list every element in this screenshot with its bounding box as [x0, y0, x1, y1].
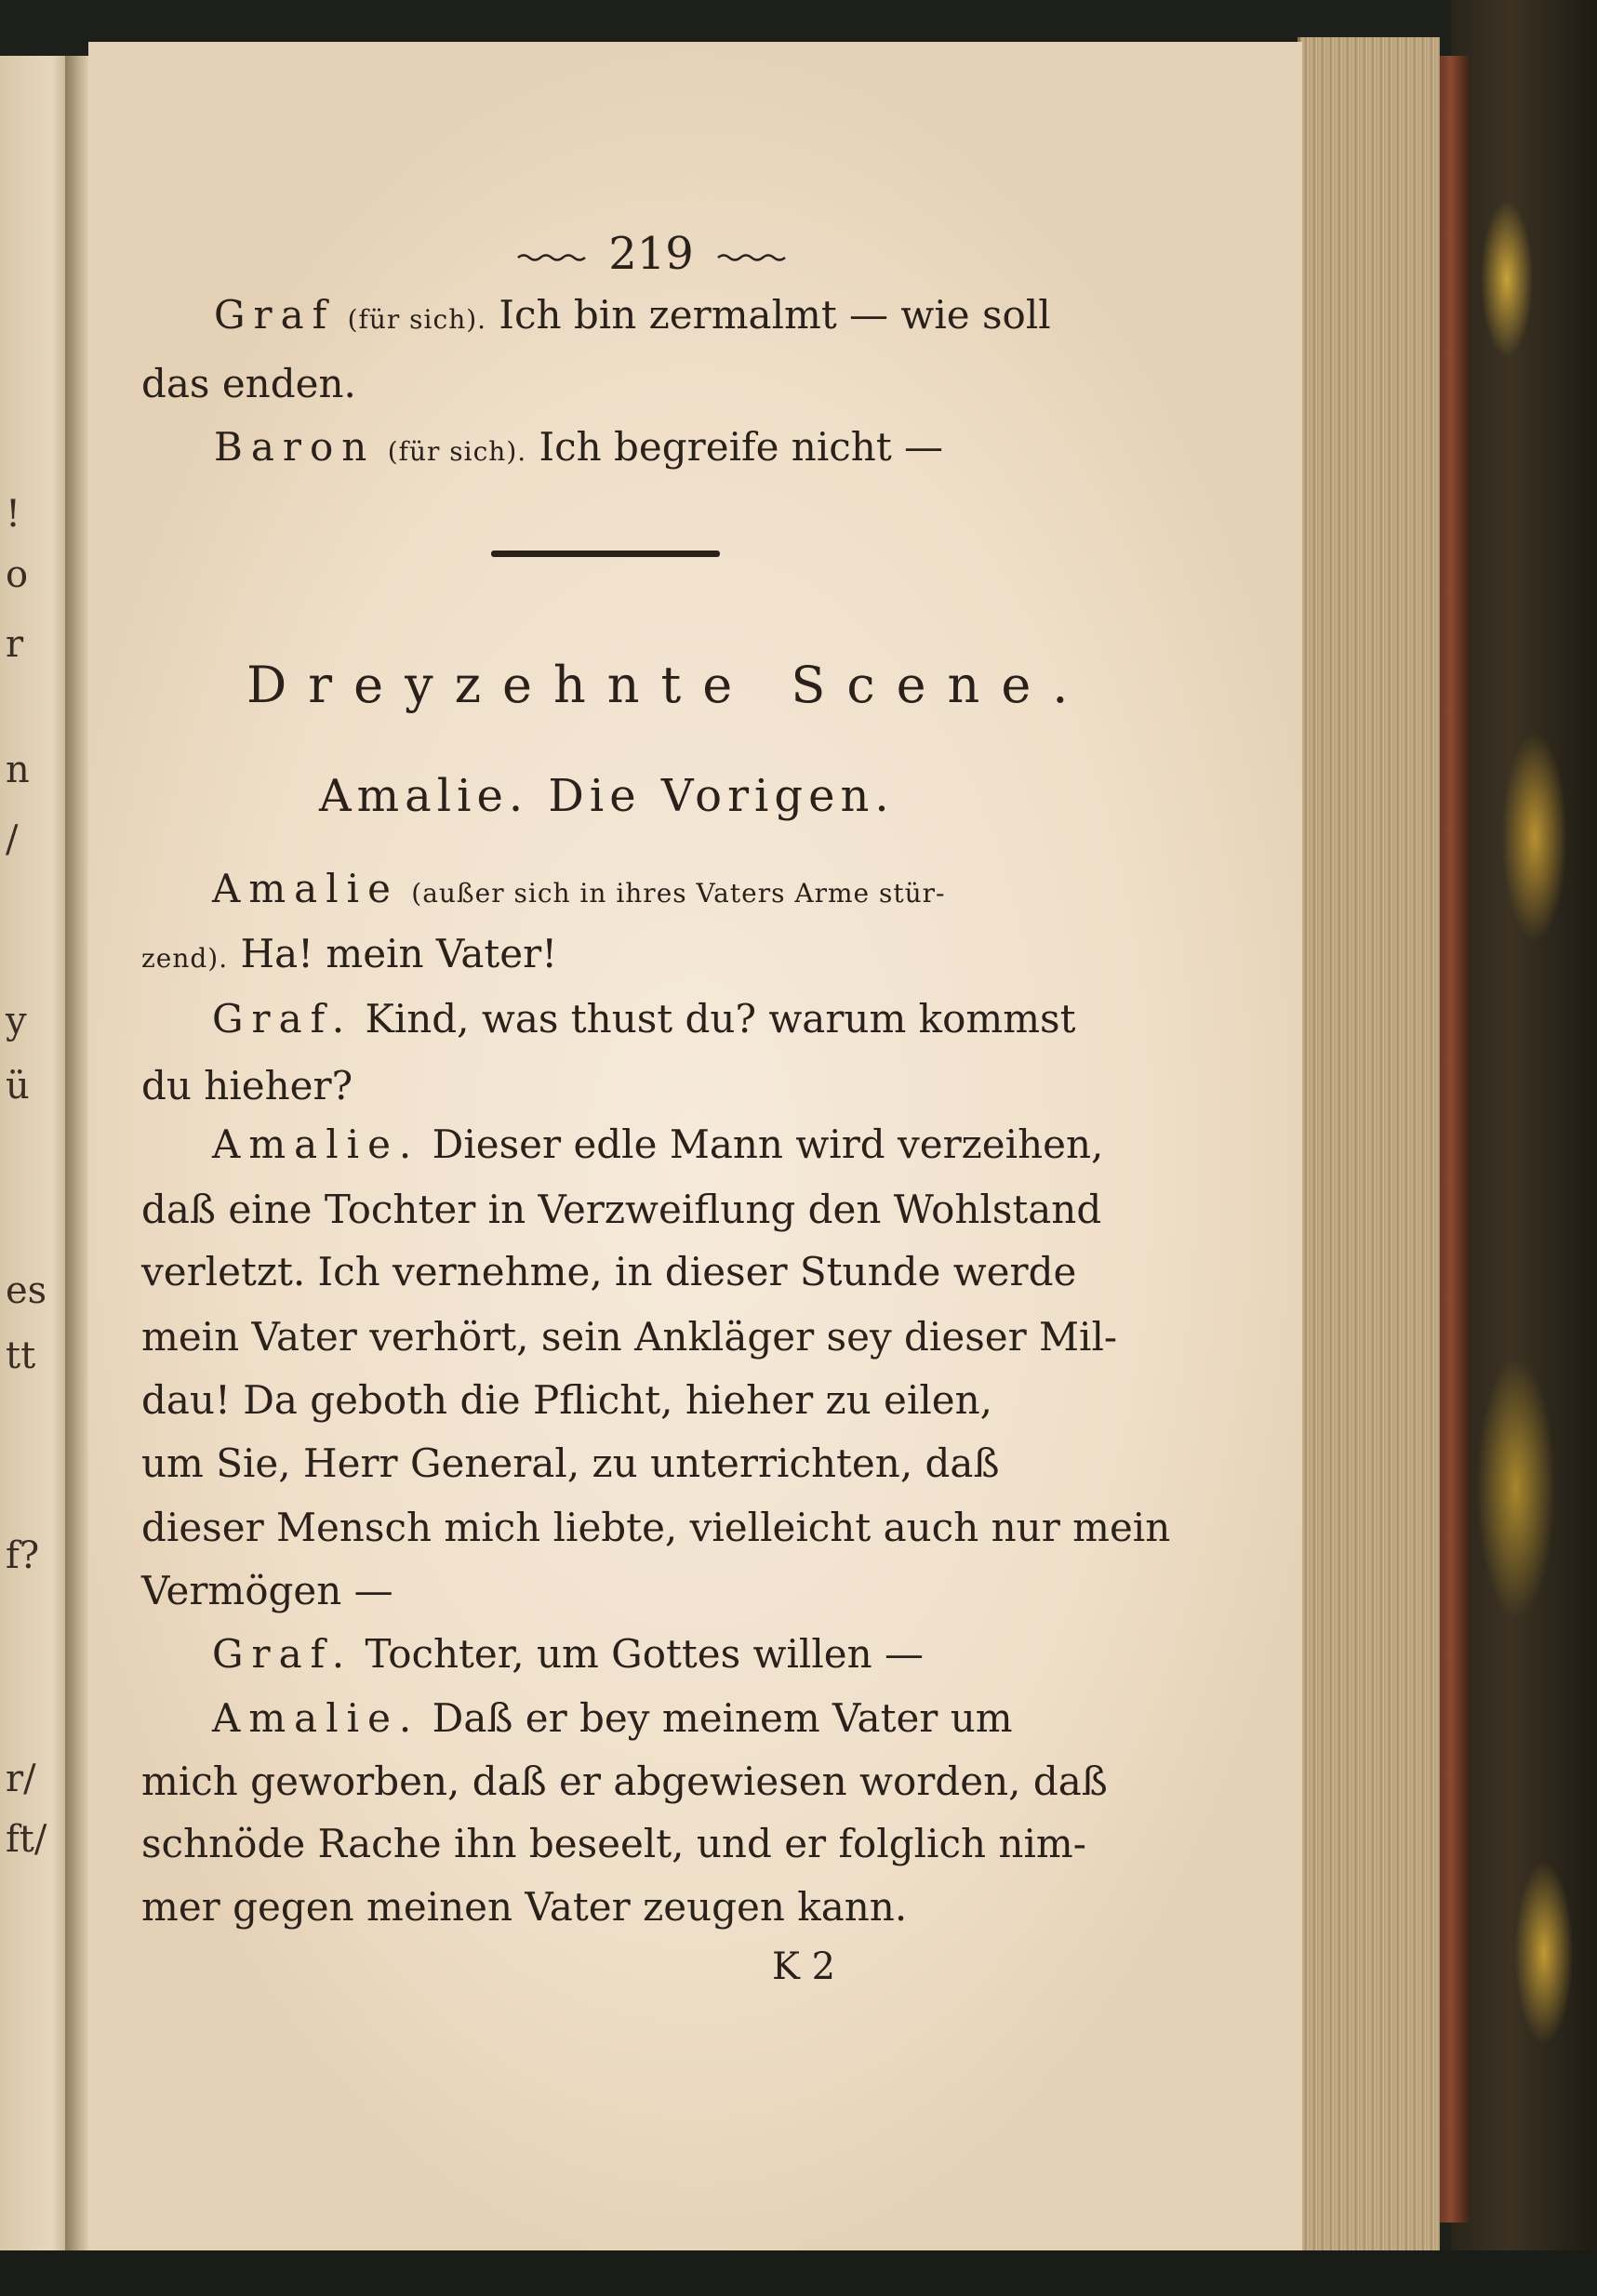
text-line	[212, 866, 946, 911]
speaker-name: Amalie.	[212, 1695, 420, 1741]
line-text: dieser Mensch mich liebte, vielleicht auch nur mein	[141, 1505, 1171, 1550]
left-fragment: ft/	[6, 1818, 47, 1861]
left-fragment: o	[6, 553, 29, 596]
line-text: Ha! mein Vater!	[240, 931, 558, 976]
stage-direction: (für sich).	[387, 436, 527, 467]
line-text: schnöde Rache ihn beseelt, und er folglich nim-	[141, 1821, 1086, 1866]
scene-title: Dreyzehnte Scene.	[246, 656, 1090, 714]
speaker-name: Amalie	[212, 866, 399, 911]
speaker-name: Graf.	[212, 996, 353, 1042]
bottom-shadow	[0, 2250, 1597, 2296]
line-text: Dieser edle Mann wird verzeihen,	[432, 1121, 1104, 1167]
line-text: Kind, was thust du? warum kommst	[365, 996, 1076, 1042]
text-line	[212, 996, 1076, 1042]
text-line	[141, 1440, 1000, 1486]
page-header	[446, 228, 856, 280]
line-text: mer gegen meinen Vater zeugen kann.	[141, 1884, 908, 1930]
text-line	[141, 1758, 1108, 1804]
text-line	[141, 1063, 353, 1108]
line-text: mich geworben, daß er abgewiesen worden, daß	[141, 1758, 1108, 1804]
line-text: Ich begreife nicht —	[539, 424, 944, 470]
line-text: das enden.	[141, 361, 356, 406]
text-line	[141, 1884, 908, 1930]
left-fragment: !	[6, 493, 21, 536]
line-text: dau! Da geboth die Pflicht, hieher zu eilen,	[141, 1377, 993, 1423]
stage-direction: (für sich).	[347, 304, 487, 335]
text-line	[214, 424, 944, 470]
line-text: um Sie, Herr General, zu unterrichten, daß	[141, 1440, 1000, 1486]
left-fragment: y	[6, 1000, 27, 1042]
line-text: verletzt. Ich vernehme, in dieser Stunde werde	[141, 1249, 1077, 1294]
text-line	[141, 1187, 1102, 1232]
left-fragment: es	[6, 1269, 47, 1312]
stage-direction: (außer sich in ihres Vaters Arme stür-	[411, 878, 946, 909]
text-line	[141, 1314, 1118, 1360]
speaker-name: Amalie.	[212, 1121, 420, 1167]
page-number: 219	[608, 228, 694, 280]
left-fragment: tt	[6, 1334, 36, 1377]
text-line	[141, 361, 356, 406]
scene-cast: Amalie. Die Vorigen.	[319, 770, 895, 822]
speaker-name: Graf.	[212, 1631, 353, 1677]
line-text: du hieher?	[141, 1063, 353, 1108]
left-fragment: r/	[6, 1758, 36, 1800]
text-line	[212, 1631, 925, 1677]
text-line	[212, 1695, 1013, 1741]
flourish-left-icon	[516, 253, 586, 262]
text-line	[214, 292, 1051, 338]
line-text: daß eine Tochter in Verzweiflung den Wohlstand	[141, 1187, 1102, 1232]
left-fragment: r	[6, 623, 24, 666]
left-fragment: /	[6, 818, 19, 861]
left-fragment: f?	[6, 1534, 40, 1577]
text-line	[141, 1505, 1171, 1550]
speaker-name: Baron	[214, 424, 376, 470]
line-text: mein Vater verhört, sein Ankläger sey dieser Mil-	[141, 1314, 1118, 1360]
signature-mark: K 2	[772, 1945, 836, 1988]
text-line	[212, 1121, 1104, 1167]
section-divider	[491, 551, 720, 557]
text-line	[141, 931, 558, 976]
line-text: Daß er bey meinem Vater um	[432, 1695, 1013, 1741]
page-fore-edge	[1298, 37, 1440, 2250]
text-line	[141, 1568, 393, 1613]
speaker-name: Graf	[214, 292, 336, 338]
flourish-right-icon	[716, 253, 786, 262]
stage-direction: zend).	[141, 943, 229, 974]
text-line	[141, 1377, 993, 1423]
marbled-cover	[1451, 0, 1597, 2296]
left-fragment: n	[6, 749, 30, 791]
line-text: Vermögen —	[141, 1568, 393, 1613]
left-page-sliver	[0, 56, 74, 2250]
left-fragment: ü	[6, 1065, 30, 1108]
text-line	[141, 1821, 1086, 1866]
line-text: Tochter, um Gottes willen —	[365, 1631, 925, 1677]
text-line	[141, 1249, 1077, 1294]
line-text: Ich bin zermalmt — wie soll	[499, 292, 1051, 338]
